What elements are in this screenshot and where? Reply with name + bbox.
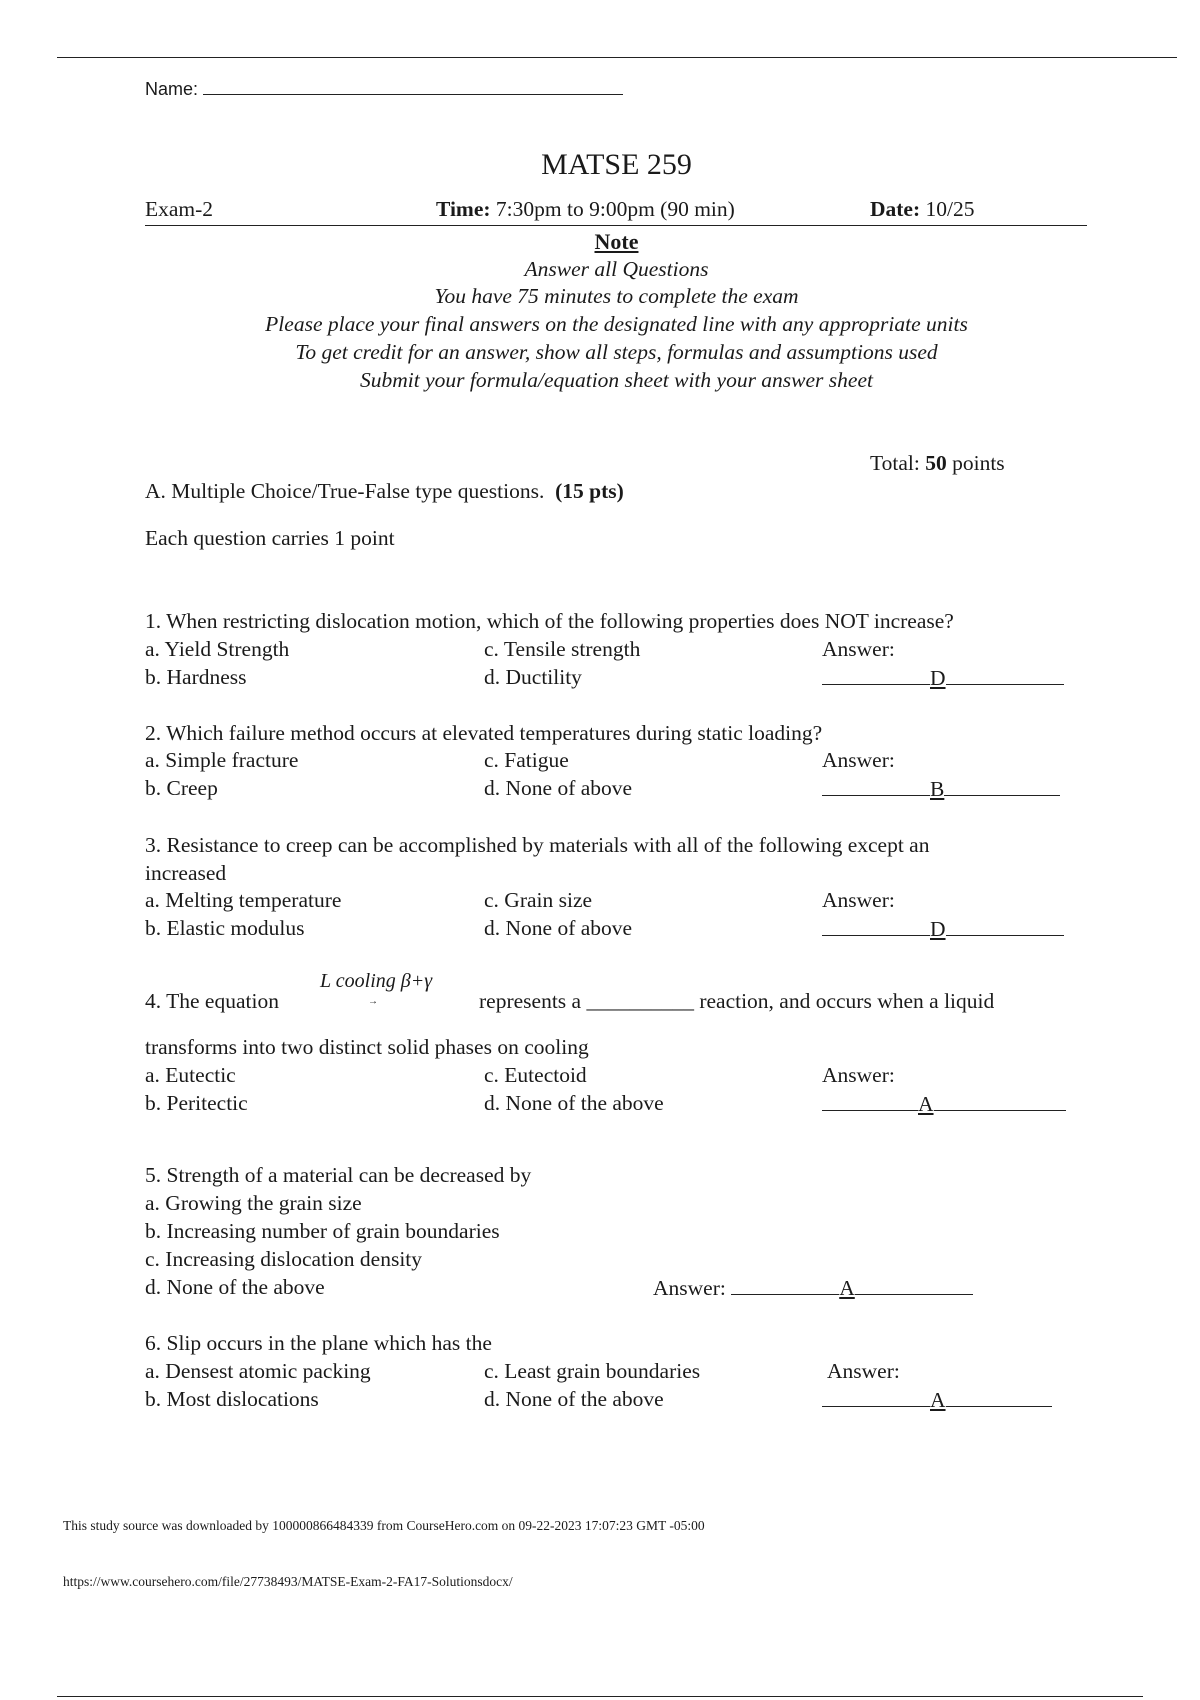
section-a-subtitle: Each question carries 1 point [145, 526, 395, 550]
question-1-answer-value: D [930, 666, 946, 690]
question-5-option-b: b. Increasing number of grain boundaries [145, 1219, 500, 1243]
question-4-text: 4. The equation [145, 989, 279, 1013]
exam-label: Exam-2 [145, 197, 214, 221]
question-6-option-d: d. None of the above [484, 1387, 664, 1411]
question-6-answer [822, 1386, 1052, 1413]
question-1-option-b: b. Hardness [145, 665, 247, 689]
top-rule [57, 57, 1177, 58]
question-3-answer-label: Answer: [822, 888, 895, 912]
section-a-title [145, 478, 624, 504]
question-1-option-a: a. Yield Strength [145, 637, 290, 661]
question-4-option-c: c. Eutectoid [484, 1063, 587, 1087]
name-blank-line [203, 76, 623, 95]
question-5-answer [653, 1274, 973, 1301]
question-5-answer-value: A [839, 1276, 855, 1300]
footer-source-url[interactable]: https://www.coursehero.com/file/27738493/MATSE-Exam-2-FA17-Solutionsdocx/ [63, 1574, 513, 1589]
question-2-option-d: d. None of above [484, 776, 633, 800]
date-label: Date: [870, 197, 921, 221]
question-2-option-b: b. Creep [145, 776, 218, 800]
section-a-heading: A. Multiple Choice/True-False type questions. [145, 479, 545, 503]
date-info [870, 197, 975, 222]
question-4-text-after: represents a __________ reaction, and occurs when a liquid [479, 989, 995, 1013]
question-5-option-c: c. Increasing dislocation density [145, 1247, 423, 1271]
note-line: Submit your formula/equation sheet with your answer sheet [360, 368, 873, 392]
footer-download-notice: This study source was downloaded by 100000866484339 from CourseHero.com on 09-22-2023 17:07:23 GMT -05:00 [63, 1518, 705, 1533]
time-label: Time: [436, 197, 491, 221]
question-3-answer [822, 915, 1064, 942]
question-4-equation: L cooling β+γ [320, 970, 433, 992]
question-5-option-a: a. Growing the grain size [145, 1191, 362, 1215]
note-line: Answer all Questions [524, 257, 709, 281]
question-2-option-a: a. Simple fracture [145, 748, 299, 772]
question-4-arrow: → [368, 996, 378, 1007]
total-points [870, 450, 1005, 476]
question-6-option-b: b. Most dislocations [145, 1387, 319, 1411]
total-value: 50 [925, 451, 947, 475]
question-3-option-b: b. Elastic modulus [145, 916, 305, 940]
total-unit: points [952, 451, 1005, 475]
total-label: Total: [870, 451, 920, 475]
question-6-text: 6. Slip occurs in the plane which has the [145, 1331, 492, 1355]
question-4-option-a: a. Eutectic [145, 1063, 236, 1087]
question-3-answer-value: D [930, 917, 946, 941]
question-2-option-c: c. Fatigue [484, 748, 569, 772]
question-3-option-c: c. Grain size [484, 888, 593, 912]
question-3-text: 3. Resistance to creep can be accomplished by materials with all of the following except an [145, 833, 930, 857]
date-value: 10/25 [925, 197, 975, 221]
name-label: Name: [145, 79, 199, 99]
question-2-answer-value: B [930, 777, 945, 801]
note-title: Note [594, 229, 639, 254]
time-value: 7:30pm to 9:00pm (90 min) [495, 197, 735, 221]
question-1-answer [822, 664, 1064, 691]
time-info [436, 197, 735, 222]
question-3-option-d: d. None of above [484, 916, 633, 940]
question-6-answer-value: A [930, 1388, 946, 1412]
question-6-answer-label: Answer: [827, 1359, 900, 1383]
question-5-text: 5. Strength of a material can be decreased by [145, 1163, 532, 1187]
question-4-option-b: b. Peritectic [145, 1091, 248, 1115]
course-title: MATSE 259 [541, 148, 692, 181]
question-3-text-cont: increased [145, 861, 227, 885]
question-4-text-cont: transforms into two distinct solid phases on cooling [145, 1035, 589, 1059]
question-5-option-d: d. None of the above [145, 1275, 325, 1299]
question-6-option-c: c. Least grain boundaries [484, 1359, 701, 1383]
question-1-option-c: c. Tensile strength [484, 637, 641, 661]
question-3-option-a: a. Melting temperature [145, 888, 342, 912]
question-4-answer-value: A [918, 1092, 934, 1116]
question-6-option-a: a. Densest atomic packing [145, 1359, 371, 1383]
question-4-answer-label: Answer: [822, 1063, 895, 1087]
question-1-text: 1. When restricting dislocation motion, which of the following properties does NOT increase? [145, 609, 954, 633]
note-line: You have 75 minutes to complete the exam [434, 284, 799, 308]
section-a-points: (15 pts) [555, 479, 624, 503]
question-2-text: 2. Which failure method occurs at elevated temperatures during static loading? [145, 721, 823, 745]
note-line: Please place your final answers on the designated line with any appropriate units [265, 312, 968, 336]
question-4-option-d: d. None of the above [484, 1091, 664, 1115]
question-5-answer-label: Answer: [653, 1276, 726, 1300]
bottom-rule [57, 1696, 1143, 1697]
question-2-answer-label: Answer: [822, 748, 895, 772]
question-1-option-d: d. Ductility [484, 665, 582, 689]
note-line: To get credit for an answer, show all steps, formulas and assumptions used [295, 340, 938, 364]
header-rule [145, 225, 1087, 226]
name-field [145, 76, 623, 100]
question-1-answer-label: Answer: [822, 637, 895, 661]
question-4-answer [822, 1090, 1066, 1117]
question-2-answer [822, 775, 1060, 802]
